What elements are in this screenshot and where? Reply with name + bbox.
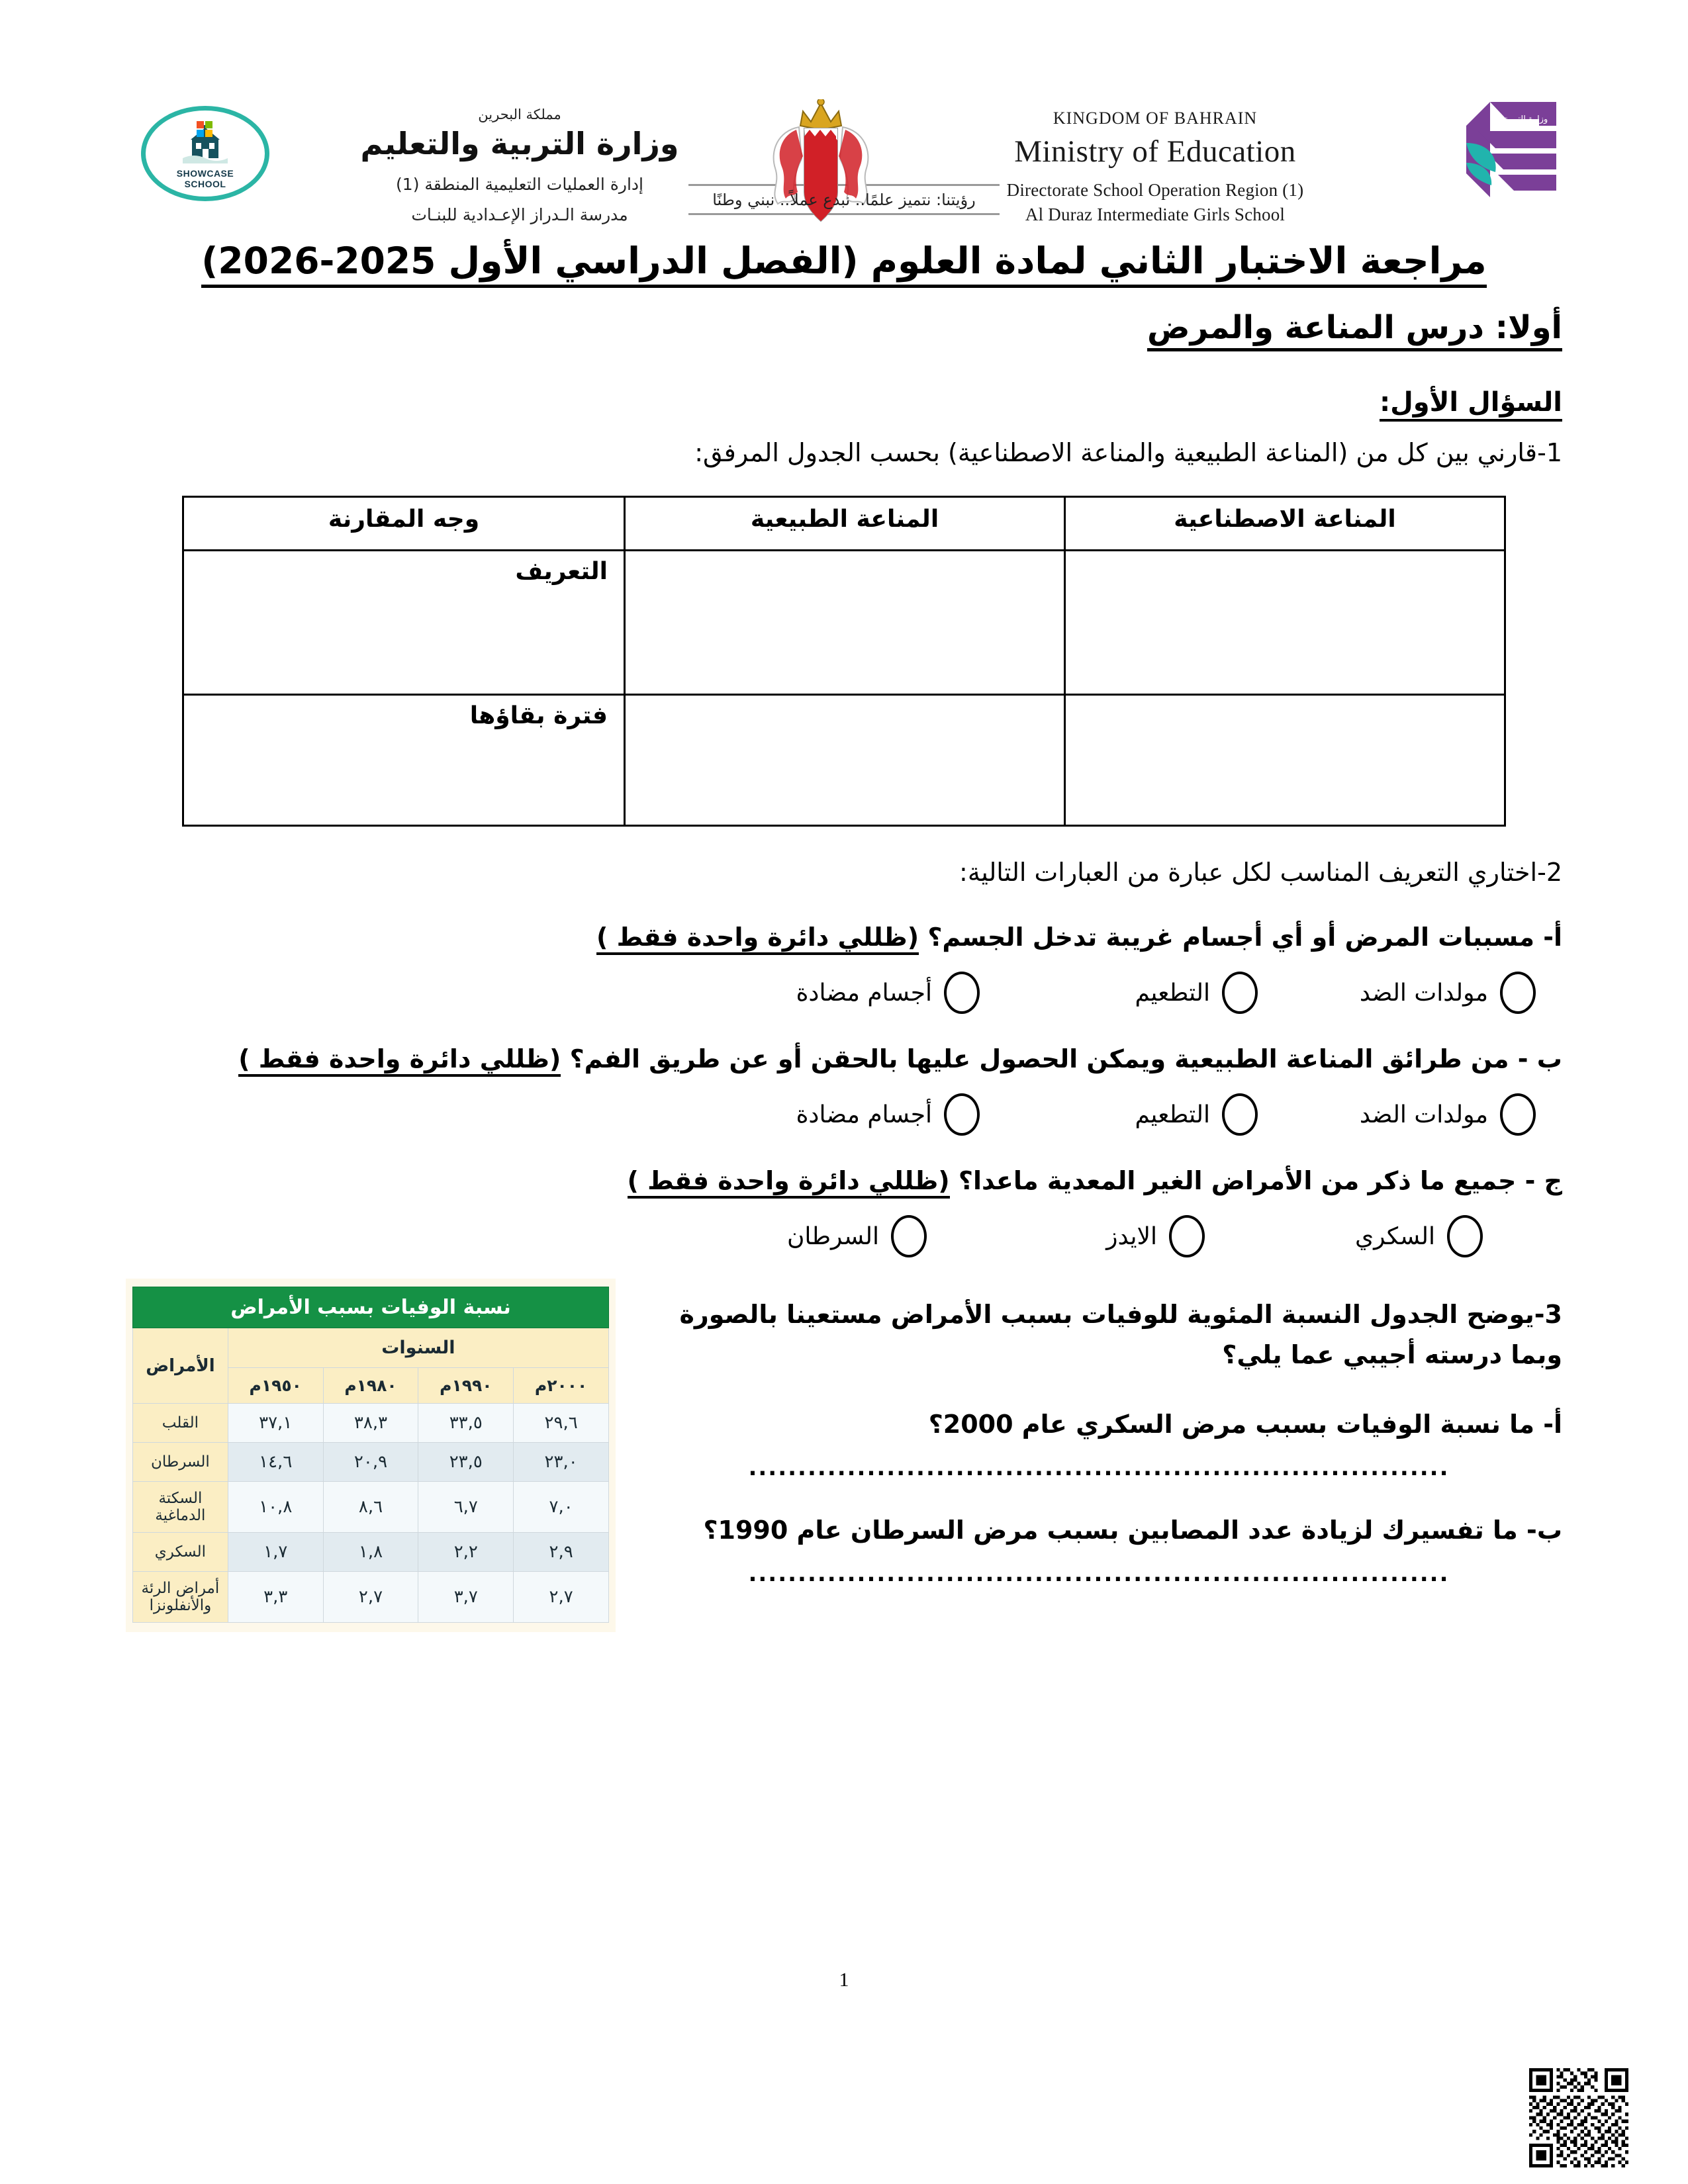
cell-definition-natural[interactable] xyxy=(625,551,1065,695)
subquestion-b-options xyxy=(126,1093,1562,1136)
deaths-percentage-figure xyxy=(126,1279,616,1632)
badge-oval xyxy=(141,106,269,201)
school-arabic: مدرسة الـدراز الإعـدادية للبنـات xyxy=(411,205,628,225)
disease-name-lung-flu: أمراض الرئة والأنفلونزا xyxy=(133,1572,228,1623)
cell-definition-artificial[interactable] xyxy=(1065,551,1505,695)
disease-name-stroke: السكتة الدماغية xyxy=(133,1482,228,1533)
disease-name-heart: القلب xyxy=(133,1404,228,1443)
heart-2000: ٢٩,٦ xyxy=(514,1404,609,1443)
row-header-diseases: الأمراض xyxy=(133,1328,228,1404)
question-3-intro-line-1: 3-يوضح الجدول النسبة المئوية للوفيات بسبب الأمراض مستعينا بالصورة xyxy=(679,1300,1562,1330)
lung-flu-1980: ٢,٧ xyxy=(323,1572,418,1623)
cell-duration-artificial[interactable] xyxy=(1065,695,1505,826)
option-b-3[interactable] xyxy=(702,1093,980,1136)
subquestion-a-prompt xyxy=(126,923,1562,952)
school-english: Al Duraz Intermediate Girls School xyxy=(1025,205,1286,224)
kingdom-english: KINGDOM OF BAHRAIN xyxy=(1053,109,1258,128)
ministry-english-block xyxy=(950,99,1360,225)
stroke-1950: ١٠,٨ xyxy=(228,1482,323,1533)
option-c-1-label: السكري xyxy=(1354,1222,1435,1250)
diabetes-1990: ٢,٢ xyxy=(418,1533,514,1572)
diabetes-2000: ٢,٩ xyxy=(514,1533,609,1572)
column-header-natural: المناعة الطبيعية xyxy=(625,497,1065,551)
option-b-3-label: أجسام مضادة xyxy=(796,1101,932,1128)
lesson-title xyxy=(126,309,1562,346)
lesson-title-text: أولا: درس المناعة والمرض xyxy=(1147,309,1562,351)
comparison-table xyxy=(182,496,1506,827)
option-b-2-label: التطعيم xyxy=(1135,1101,1210,1128)
question-3-block xyxy=(126,1295,1562,1632)
subquestion-a-hint: (ظللي دائرة واحدة فقط ) xyxy=(596,923,919,955)
answer-line-a[interactable]: ....................................................................... xyxy=(748,1454,1450,1481)
stroke-1980: ٨,٦ xyxy=(323,1482,418,1533)
option-b-1[interactable] xyxy=(1258,1093,1536,1136)
option-a-1-label: مولدات الضد xyxy=(1359,979,1488,1007)
ministry-english: Ministry of Education xyxy=(1014,134,1296,169)
stroke-1990: ٦,٧ xyxy=(418,1482,514,1533)
cancer-1950: ١٤,٦ xyxy=(228,1443,323,1482)
figure-group-header-row xyxy=(133,1328,609,1368)
question-1-heading-text: السؤال الأول: xyxy=(1380,387,1562,422)
radio-bubble-icon[interactable] xyxy=(1222,972,1258,1014)
option-c-3-label: السرطان xyxy=(786,1222,879,1250)
cancer-1980: ٢٠,٩ xyxy=(323,1443,418,1482)
question-1-item-1: 1-قارني بين كل من (المناعة الطبيعية والمناعة الاصطناعية) بحسب الجدول المرفق: xyxy=(694,437,1562,467)
year-header-1980: ١٩٨٠م xyxy=(323,1368,418,1404)
option-a-3-label: أجسام مضادة xyxy=(796,979,932,1007)
diabetes-1950: ١,٧ xyxy=(228,1533,323,1572)
year-header-2000: ٢٠٠٠م xyxy=(514,1368,609,1404)
question-3-intro-line-2: وبما درسته أجيبي عما يلي؟ xyxy=(1222,1340,1562,1370)
showcase-school-badge xyxy=(126,99,285,201)
heart-1950: ٣٧,١ xyxy=(228,1404,323,1443)
badge-line-1: SHOWCASE xyxy=(176,167,234,179)
column-header-artificial: المناعة الاصطناعية xyxy=(1065,497,1505,551)
lung-flu-2000: ٢,٧ xyxy=(514,1572,609,1623)
row-label-definition: التعريف xyxy=(183,551,625,695)
ministry-arabic-block xyxy=(348,99,692,228)
table-row xyxy=(133,1533,609,1572)
lung-flu-1950: ٣,٣ xyxy=(228,1572,323,1623)
subquestion-c-options xyxy=(126,1215,1562,1257)
table-header-row xyxy=(183,497,1505,551)
subquestion-a-text: أ- مسببات المرض أو أي أجسام غريبة تدخل الجسم؟ xyxy=(927,923,1562,952)
badge-line-2: SCHOOL xyxy=(184,178,226,189)
microsoft-icon xyxy=(197,121,214,138)
heart-1990: ٣٣,٥ xyxy=(418,1404,514,1443)
cancer-2000: ٢٣,٠ xyxy=(514,1443,609,1482)
ministry-emblem-logo xyxy=(1423,99,1562,199)
directorate-english: Directorate School Operation Region (1) xyxy=(1006,180,1304,200)
option-b-2[interactable] xyxy=(980,1093,1258,1136)
option-a-2-label: التطعيم xyxy=(1135,979,1210,1007)
page-number: 1 xyxy=(839,1969,849,1991)
subquestion-b-text: ب - من طرائق المناعة الطبيعية ويمكن الحصول عليها بالحقن أو عن طريق الفم؟ xyxy=(569,1044,1562,1074)
option-c-1[interactable] xyxy=(1205,1215,1483,1257)
page-title xyxy=(0,238,1688,285)
row-label-duration: فترة بقاؤها xyxy=(183,695,625,826)
group-header-years: السنوات xyxy=(228,1328,608,1368)
option-c-2-label: الايدز xyxy=(1106,1222,1157,1250)
radio-bubble-icon[interactable] xyxy=(1500,1093,1536,1136)
subquestion-b-hint: (ظللي دائرة واحدة فقط ) xyxy=(238,1044,561,1077)
option-c-2[interactable] xyxy=(927,1215,1205,1257)
disease-name-cancer: السرطان xyxy=(133,1443,228,1482)
svg-text:وزارة التربية: وزارة التربية xyxy=(1503,114,1548,124)
disease-name-diabetes: السكري xyxy=(133,1533,228,1572)
ministry-arabic: وزارة التربية والتعليم xyxy=(360,126,679,162)
column-header-aspect: وجه المقارنة xyxy=(183,497,625,551)
table-row xyxy=(183,695,1505,826)
option-a-3[interactable] xyxy=(702,972,980,1014)
subquestion-c-text: ج - جميع ما ذكر من الأمراض الغير المعدية ماعدا؟ xyxy=(958,1166,1562,1196)
radio-bubble-icon[interactable] xyxy=(1222,1093,1258,1136)
option-c-3[interactable] xyxy=(649,1215,927,1257)
deaths-data-table xyxy=(132,1287,609,1623)
year-header-1990: ١٩٩٠م xyxy=(418,1368,514,1404)
radio-bubble-icon[interactable] xyxy=(1447,1215,1483,1257)
answer-line-b[interactable]: ....................................................................... xyxy=(748,1560,1450,1587)
question-1-heading xyxy=(126,387,1562,418)
diabetes-1980: ١,٨ xyxy=(323,1533,418,1572)
radio-bubble-icon[interactable] xyxy=(1169,1215,1205,1257)
qr-code xyxy=(1529,2068,1628,2167)
year-header-1950: ١٩٥٠م xyxy=(228,1368,323,1404)
radio-bubble-icon[interactable] xyxy=(1500,972,1536,1014)
question-3-sub-b: ب- ما تفسيرك لزيادة عدد المصابين بسبب مرض السرطان عام 1990؟ xyxy=(703,1515,1562,1545)
table-row xyxy=(133,1572,609,1623)
question-3-sub-a: أ- ما نسبة الوفيات بسبب مرض السكري عام 2000؟ xyxy=(928,1409,1562,1439)
subquestion-c-prompt xyxy=(126,1166,1562,1195)
radio-bubble-icon[interactable] xyxy=(944,972,980,1014)
cancer-1990: ٢٣,٥ xyxy=(418,1443,514,1482)
stroke-2000: ٧,٠ xyxy=(514,1482,609,1533)
subquestion-b-prompt xyxy=(126,1044,1562,1073)
radio-bubble-icon[interactable] xyxy=(944,1093,980,1136)
option-b-1-label: مولدات الضد xyxy=(1359,1101,1488,1128)
cell-duration-natural[interactable] xyxy=(625,695,1065,826)
question-3-text xyxy=(635,1295,1562,1587)
directorate-arabic: إدارة العمليات التعليمية المنطقة (1) xyxy=(396,175,643,195)
figure-title-row xyxy=(133,1287,609,1328)
subquestion-c-hint: (ظللي دائرة واحدة فقط ) xyxy=(628,1166,950,1199)
subquestion-a-options xyxy=(126,972,1562,1014)
table-row xyxy=(183,551,1505,695)
kingdom-arabic: مملكة البحرين xyxy=(478,107,561,122)
option-a-1[interactable] xyxy=(1258,972,1536,1014)
figure-title: نسبة الوفيات بسبب الأمراض xyxy=(133,1287,609,1328)
heart-1980: ٣٨,٣ xyxy=(323,1404,418,1443)
table-row xyxy=(133,1443,609,1482)
table-row xyxy=(133,1482,609,1533)
option-a-2[interactable] xyxy=(980,972,1258,1014)
exam-body xyxy=(0,387,1688,1633)
vision-text: رؤيتنا: نتميز علمًا.. نبدع عملاً.. نبني وطنًا xyxy=(712,191,976,209)
question-1-item-2: 2-اختاري التعريف المناسب لكل عبارة من العبارات التالية: xyxy=(959,858,1562,887)
lung-flu-1990: ٣,٧ xyxy=(418,1572,514,1623)
radio-bubble-icon[interactable] xyxy=(891,1215,927,1257)
table-row xyxy=(133,1404,609,1443)
page-title-text: مراجعة الاختبار الثاني لمادة العلوم (الفصل الدراسي الأول 2025-2026) xyxy=(201,240,1486,288)
